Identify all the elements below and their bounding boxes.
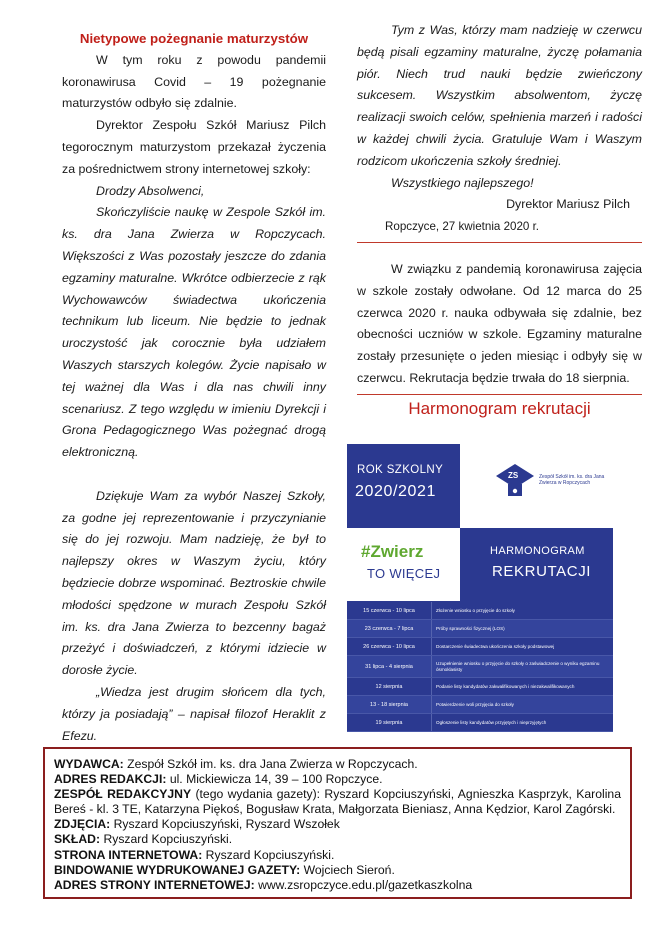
address-label: ADRES REDAKCJI: — [54, 772, 167, 787]
url-link[interactable]: www.zsropczyce.edu.pl/gazetkaszkolna — [258, 877, 473, 892]
photos-value: Ryszard Kopciuszyński, Ryszard Wszołek — [113, 817, 340, 832]
schedule-date: 13 - 18 sierpnia — [347, 696, 432, 713]
schedule-date: 31 lipca - 4 sierpnia — [347, 656, 432, 677]
schedule-row — [347, 696, 613, 714]
right-column — [357, 20, 642, 420]
poster-title-bottom: REKRUTACJI — [492, 563, 592, 580]
left-column — [62, 28, 326, 747]
slogan-hashtag: #Zwierz — [361, 542, 424, 561]
schedule-desc: Dostarczenie świadectwa ukończenia szkoły podstawowej — [436, 643, 555, 649]
typesetting-label: SKŁAD: — [54, 832, 101, 847]
schedule-desc: Próby sprawności fizycznej (LOS) — [436, 625, 505, 631]
paragraph: Skończyliście naukę w Zespole Szkół im. ks. dra Jana Zwierza w Ropczycach. Większości z Was pozostały jeszcze do zdania egzaminy maturalne. Wkrótce odbierzecie z rąk Wychowawców świadectwa ukończenia technikum lub liceum. Nie będzie to jednak uroczystość jak corocznie była udziałem Waszych starszych kolegów. Życie napisało w tej ważnej dla Was i dla nas chwili inny scenariusz. Z tego względu w imieniu Dyrekcji i Grona Pedagogicznego Was pożegnać drogą elektroniczną. — [62, 205, 326, 460]
team-label: ZESPÓŁ REDAKCYJNY — [54, 787, 192, 802]
signature: Dyrektor Mariusz Pilch — [506, 197, 630, 212]
year-value: 2020/2021 — [355, 483, 437, 500]
salutation: Drodzy Absolwenci, — [96, 183, 205, 198]
poster-title-top: HARMONOGRAM — [490, 545, 585, 557]
notice-paragraph: W związku z pandemią koronawirusa zajęcia w szkole zostały odwołane. Od 12 marca do 25 czerwca 2020 r. nauka odbywała się zdalnie, bez obecności uczniów w szkole. Egzaminy maturalne zostały przesunięte o jeden miesiąc i odbyły się w czerwcu. Rekrutacja będzie trwała do 18 sierpnia. — [357, 261, 642, 385]
divider — [357, 394, 642, 395]
publisher-label: WYDAWCA: — [54, 757, 124, 771]
school-logo — [494, 462, 614, 506]
quote: „Wiedza jest drugim słońcem dla tych, którzy ja posiadają” – napisał filozof Heraklit z Efezu. — [62, 684, 326, 743]
schedule-row — [347, 656, 613, 678]
team-value: (tego wydania gazety): Ryszard Kopciuszyński, Agnieszka Kasprzyk, Karolina Bereś - kl. 3 TE, Katarzyna Piękoś, Bogusław Krata, Małgorzata Bieniasz, Anna Kędzior, Karol Zagórski. — [54, 787, 621, 817]
schedule-row — [347, 714, 613, 732]
team-line — [54, 787, 621, 817]
binding-line — [54, 863, 621, 878]
impressum-box — [43, 747, 632, 899]
schedule-date: 23 czerwca - 7 lipca — [347, 620, 432, 637]
paragraph: Tym z Was, którzy mam nadzieję w czerwcu będą pisali egzaminy maturalne, życzę połamania piór. Niech trud nauki będzie zwieńczony sukcesem. Wszystkim absolwentom, życzę realizacji swoich celów, spełnienia marzeń i radości w każdej chwili życia. Gratuluje Wam i Waszym rodzicom ukończenia szkoły średniej. — [357, 23, 642, 168]
paragraph: Dyrektor Zespołu Szkół Mariusz Pilch tegorocznym maturzystom przekazał życzenia za pośrednictwem strony internetowej szkoły: — [62, 118, 326, 176]
schedule-date: 19 sierpnia — [347, 714, 432, 731]
logo-text: Zespół Szkół im. ks. dra Jana Zwierza w Ropczycach — [539, 474, 605, 486]
url-line — [54, 878, 621, 893]
harmonogram-heading: Harmonogram rekrutacji — [408, 398, 591, 418]
binding-value: Wojciech Sieroń. — [303, 862, 395, 877]
poster-title-block — [460, 528, 613, 601]
paragraph: W tym roku z powodu pandemii koronawirusa Covid – 19 pożegnanie maturzystów odbyło się zdalnie. — [62, 52, 326, 111]
logo-initials: ZS — [508, 471, 519, 480]
publisher-line — [54, 757, 621, 772]
slogan-subline: TO WIĘCEJ — [367, 566, 441, 581]
schedule-desc: Ogłoszenie listy kandydatów przyjętych i nieprzyjętych — [436, 719, 547, 725]
publisher-value: Zespół Szkół im. ks. dra Jana Zwierza w Ropczycach. — [127, 757, 418, 771]
schedule-desc: Uzupełnienie wniosku o przyjęcie do szkoły o zaświadczenie o wyniku egzaminu ósmoklasisty — [436, 661, 600, 672]
schedule-date: 26 czerwca - 10 lipca — [347, 638, 432, 655]
article-title: Nietypowe pożegnanie maturzystów — [79, 31, 309, 46]
poster-year-block — [347, 444, 460, 528]
schedule-desc: Potwierdzenie woli przyjęcia do szkoły — [436, 701, 514, 707]
paragraph: Dziękuje Wam za wybór Naszej Szkoły, za godne jej reprezentowanie i przyczynianie się do jej rozwoju. Mam nadzieję, że był to najlepszy okres w Waszym życiu, który będziecie dobrze wspominać. Beztroskie chwile młodości spędzone w murach Zespołu Szkół im. ks. dra Jana Zwierza to bezcenny bagaż przeżyć i doświadczeń, z którymi idziecie w dorosłe życie. — [62, 488, 326, 678]
url-label: ADRES STRONY INTERNETOWEJ: — [54, 877, 255, 892]
schedule-date: 12 sierpnia — [347, 678, 432, 695]
photos-label: ZDJĘCIA: — [54, 817, 111, 832]
schedule-desc: Podanie listy kandydatów zakwalifikowanych i niezakwalifikowanych — [436, 683, 575, 689]
divider — [357, 242, 642, 243]
photos-line — [54, 817, 621, 832]
address-line — [54, 772, 621, 787]
schedule-table — [347, 602, 613, 732]
website-value: Ryszard Kopciuszyński. — [205, 847, 335, 862]
school-emblem-icon — [494, 462, 536, 500]
website-line — [54, 848, 621, 863]
typesetting-line — [54, 832, 621, 847]
typesetting-value: Ryszard Kopciuszyński. — [103, 832, 233, 847]
schedule-row — [347, 638, 613, 656]
wishes: Wszystkiego najlepszego! — [391, 175, 534, 190]
place-date: Ropczyce, 27 kwietnia 2020 r. — [385, 220, 540, 234]
schedule-row — [347, 602, 613, 620]
schedule-date: 15 czerwca - 10 lipca — [347, 602, 432, 619]
schedule-row — [347, 620, 613, 638]
schedule-desc: Złożenie wniosku o przyjęcie do szkoły — [436, 607, 515, 613]
recruitment-poster — [347, 444, 613, 728]
poster-slogan-block — [347, 528, 460, 601]
binding-label: BINDOWANIE WYDRUKOWANEJ GAZETY: — [54, 862, 301, 877]
address-value: ul. Mickiewicza 14, 39 – 100 Ropczyce. — [169, 772, 383, 787]
website-label: STRONA INTERNETOWA: — [54, 847, 203, 862]
schedule-row — [347, 678, 613, 696]
poster-logo-block — [460, 444, 613, 528]
year-label: ROK SZKOLNY — [357, 464, 444, 476]
